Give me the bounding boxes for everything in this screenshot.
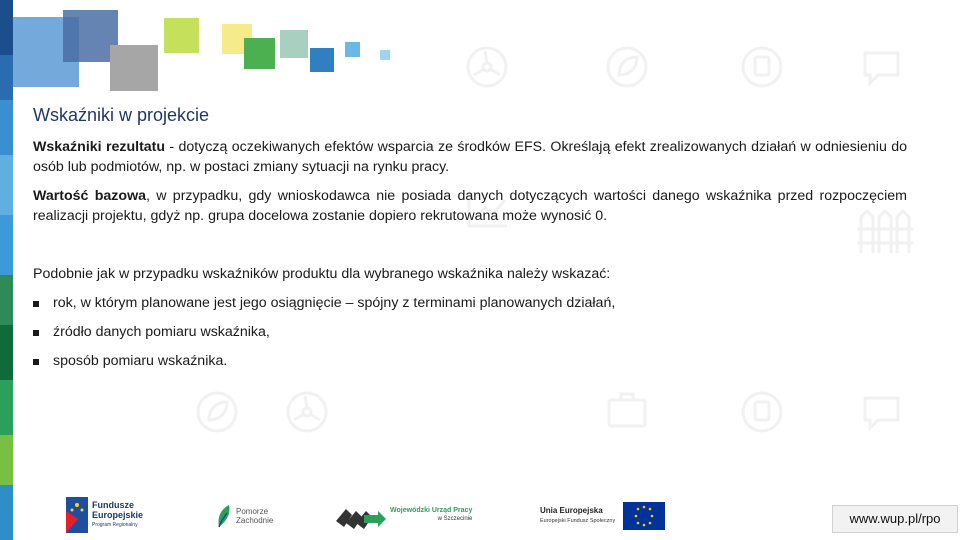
paragraph-similarly: Podobnie jak w przypadku wskaźników produktu dla wybranego wskaźnika należy wskazać:	[33, 266, 611, 282]
tram-icon-2	[740, 390, 785, 435]
eu-flag-icon	[623, 502, 665, 530]
pomorze-leaf-icon	[215, 503, 233, 529]
chat-icon-2	[860, 390, 905, 435]
list-item: sposób pomiaru wskaźnika.	[33, 353, 615, 382]
term-baseline-value: Wartość bazowa	[33, 188, 146, 204]
paragraph-result-indicators	[33, 137, 907, 177]
wind-turbine-icon	[465, 45, 510, 90]
list-item: rok, w którym planowane jest jego osiągnięcie – spójny z terminami planowanych działań,	[33, 295, 615, 324]
slide-title: Wskaźniki w projekcie	[33, 105, 210, 125]
website-url-label: www.wup.pl/rpo	[832, 505, 958, 533]
logo-fundusze-europejskie: Fundusze Europejskie Program Regionalny	[66, 497, 143, 533]
wup-arrows-icon	[336, 501, 386, 529]
logo-pomorze-zachodnie: Pomorze Zachodnie	[215, 503, 273, 529]
footer-logos	[0, 495, 960, 540]
logo-unia-europejska: Unia Europejska Europejski Fundusz Społeczny	[540, 502, 665, 530]
logo-wup-szczecin: Wojewódzki Urząd Pracy w Szczecinie	[336, 501, 472, 529]
bullet-list	[33, 295, 615, 382]
wind-turbine-icon-2	[285, 390, 330, 435]
chat-icon	[860, 45, 905, 90]
fe-flag-icon	[66, 497, 88, 533]
paragraph-result-indicators-text: - dotyczą oczekiwanych efektów wsparcia ze środków EFS. Określają efekt zrealizowanych działań w odniesieniu do osób lub podmiotów, np. w postaci zmiany sytuacji na rynku pracy.	[33, 139, 907, 175]
briefcase-icon	[605, 390, 650, 430]
term-result-indicators: Wskaźniki rezultatu	[33, 139, 166, 155]
leaf-icon-2	[195, 390, 240, 435]
paragraph-baseline-value	[33, 186, 907, 226]
leaf-icon	[605, 45, 650, 90]
bullet-square-icon	[33, 359, 39, 365]
bullet-square-icon	[33, 301, 39, 307]
paragraph-baseline-value-text: , w przypadku, gdy wnioskodawca nie posiada danych dotyczących wartości danego wskaźnika przed rozpoczęciem realizacji projektu, gdyż np. grupa docelowa zostanie dopiero rekrutowana może wynosić 0.	[33, 188, 907, 224]
bullet-square-icon	[33, 330, 39, 336]
tram-icon	[740, 45, 785, 90]
list-item: źródło danych pomiaru wskaźnika,	[33, 324, 615, 353]
side-color-bar	[0, 0, 13, 540]
